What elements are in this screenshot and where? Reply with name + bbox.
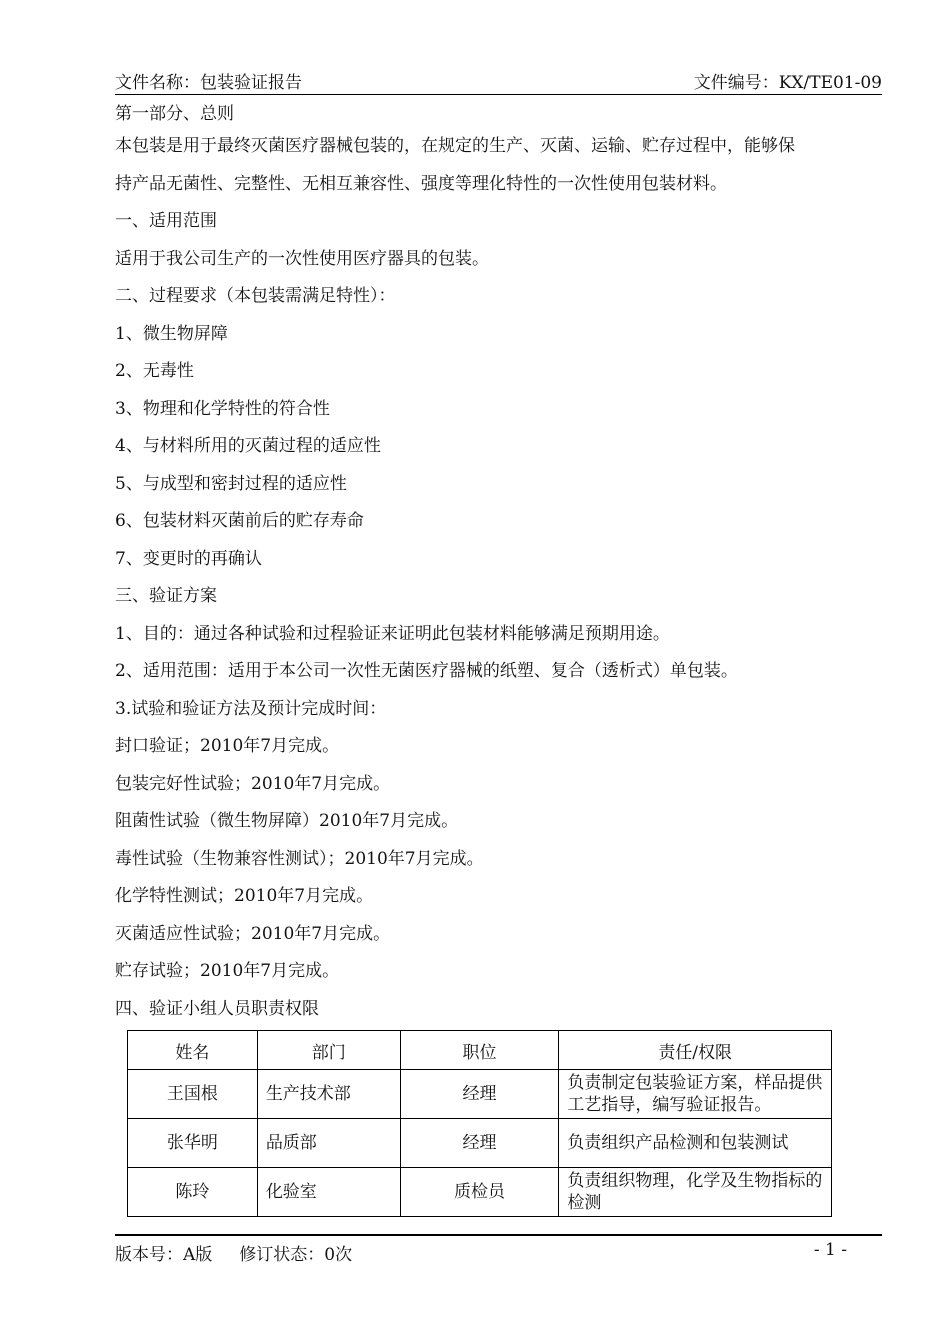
requirement-item: 7、变更时的再确认 xyxy=(115,548,262,569)
table-row xyxy=(128,1119,832,1168)
requirement-item: 5、与成型和密封过程的适应性 xyxy=(115,473,347,494)
cell-position: 经理 xyxy=(400,1119,559,1168)
file-name: 文件名称：包装验证报告 xyxy=(115,73,302,93)
plan-item: 1、目的：通过各种试验和过程验证来证明此包装材料能够满足预期用途。 xyxy=(115,623,670,644)
table-row xyxy=(128,1070,832,1119)
section-title: 第一部分、总则 xyxy=(115,104,234,124)
page-footer xyxy=(115,1234,882,1266)
document-body xyxy=(115,100,885,1028)
cell-position: 质检员 xyxy=(400,1168,559,1217)
column-header-responsibility: 责任/权限 xyxy=(559,1031,832,1070)
page-header xyxy=(115,66,882,95)
cell-name: 张华明 xyxy=(128,1119,258,1168)
cell-department: 化验室 xyxy=(257,1168,400,1217)
process-heading: 二、过程要求（本包装需满足特性）： xyxy=(115,286,396,306)
requirement-item: 1、微生物屏障 xyxy=(115,323,228,344)
schedule-item: 贮存试验；2010年7月完成。 xyxy=(115,961,340,981)
plan-item: 3.试验和验证方法及预计完成时间： xyxy=(115,698,387,719)
schedule-item: 封口验证；2010年7月完成。 xyxy=(115,736,340,756)
cell-responsibility: 负责组织物理，化学及生物指标的检测 xyxy=(559,1168,832,1217)
page-number: - 1 - xyxy=(813,1240,847,1260)
plan-item: 2、适用范围：适用于本公司一次性无菌医疗器械的纸塑、复合（透析式）单包装。 xyxy=(115,661,738,681)
cell-responsibility: 负责组织产品检测和包装测试 xyxy=(559,1119,832,1168)
intro-paragraph-line: 本包装是用于最终灭菌医疗器械包装的，在规定的生产、灭菌、运输、贮存过程中，能够保 xyxy=(115,136,795,156)
schedule-item: 化学特性测试；2010年7月完成。 xyxy=(115,886,374,906)
file-number: 文件编号：KX/TE01-09 xyxy=(693,73,882,93)
version-status: 版本号：A版 修订状态：0次 xyxy=(115,1245,353,1265)
column-header-name: 姓名 xyxy=(128,1031,258,1070)
cell-department: 品质部 xyxy=(257,1119,400,1168)
schedule-item: 毒性试验（生物兼容性测试）；2010年7月完成。 xyxy=(115,848,484,869)
requirement-item: 2、无毒性 xyxy=(115,361,194,381)
scope-text: 适用于我公司生产的一次性使用医疗器具的包装。 xyxy=(115,248,489,269)
cell-responsibility: 负责制定包装验证方案，样品提供工艺指导，编写验证报告。 xyxy=(559,1070,832,1119)
table-row xyxy=(128,1168,832,1217)
plan-heading: 三、验证方案 xyxy=(115,586,217,606)
cell-position: 经理 xyxy=(400,1070,559,1119)
column-header-department: 部门 xyxy=(257,1031,400,1070)
column-header-position: 职位 xyxy=(400,1031,559,1070)
team-heading: 四、验证小组人员职责权限 xyxy=(115,998,319,1019)
cell-name: 王国根 xyxy=(128,1070,258,1119)
cell-name: 陈玲 xyxy=(128,1168,258,1217)
requirement-item: 6、包装材料灭菌前后的贮存寿命 xyxy=(115,511,364,531)
schedule-item: 包装完好性试验；2010年7月完成。 xyxy=(115,773,391,794)
table-header-row xyxy=(128,1031,832,1070)
requirement-item: 3、物理和化学特性的符合性 xyxy=(115,398,330,419)
team-responsibility-table xyxy=(127,1030,832,1217)
schedule-item: 阻菌性试验（微生物屏障）2010年7月完成。 xyxy=(115,811,459,831)
scope-heading: 一、适用范围 xyxy=(115,211,217,231)
cell-department: 生产技术部 xyxy=(257,1070,400,1119)
schedule-item: 灭菌适应性试验；2010年7月完成。 xyxy=(115,923,391,944)
intro-paragraph-line: 持产品无菌性、完整性、无相互兼容性、强度等理化特性的一次性使用包装材料。 xyxy=(115,173,727,194)
requirement-item: 4、与材料所用的灭菌过程的适应性 xyxy=(115,436,381,456)
